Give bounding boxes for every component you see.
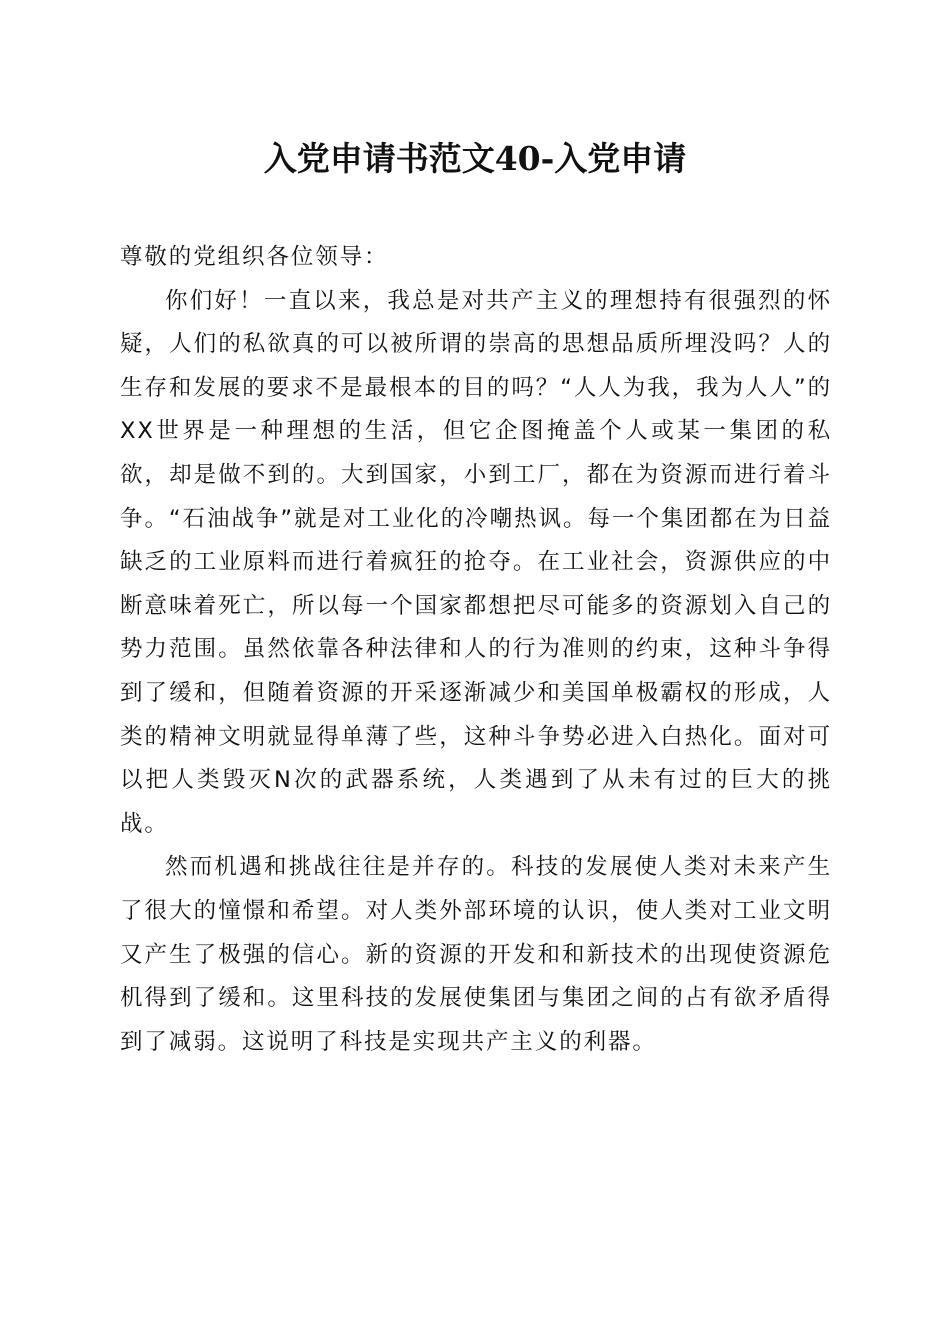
body-paragraph: 然而机遇和挑战往往是并存的。科技的发展使人类对未来产生了很大的憧憬和希望。对人类外部环境的认识，使人类对工业文明又产生了极强的信心。新的资源的开发和和新技术的出现使资源危机得到了缓和。这里科技的发展使集团与集团之间的占有欲矛盾得到了减弱。这说明了科技是实现共产主义的利器。	[120, 854, 832, 1055]
document-title: 入党申请书范文40-入党申请	[263, 139, 687, 178]
body-paragraph: 你们好！一直以来，我总是对共产主义的理想持有很强烈的怀疑，人们的私欲真的可以被所谓的崇高的思想品质所埋没吗？人的生存和发展的要求不是最根本的目的吗？“人人为我，我为人人”的XX世界是一种理想的生活，但它企图掩盖个人或某一集团的私欲，却是做不到的。大到国家，小到工厂，都在为资源而进行着斗争。“石油战争”就是对工业化的冷嘲热讽。每一个集团都在为日益缺乏的工业原料而进行着疯狂的抢夺。在工业社会，资源供应的中断意味着死亡，所以每一个国家都想把尽可能多的资源划入自己的势力范围。虽然依靠各种法律和人的行为准则的约束，这种斗争得到了缓和，但随着资源的开采逐渐减少和美国单极霸权的形成，人类的精神文明就显得单薄了些，这种斗争势必进入白热化。面对可以把人类毁灭N次的武器系统，人类遇到了从未有过的巨大的挑战。	[120, 287, 832, 837]
salutation: 尊敬的党组织各位领导：	[120, 244, 389, 270]
document-body	[120, 236, 832, 1064]
